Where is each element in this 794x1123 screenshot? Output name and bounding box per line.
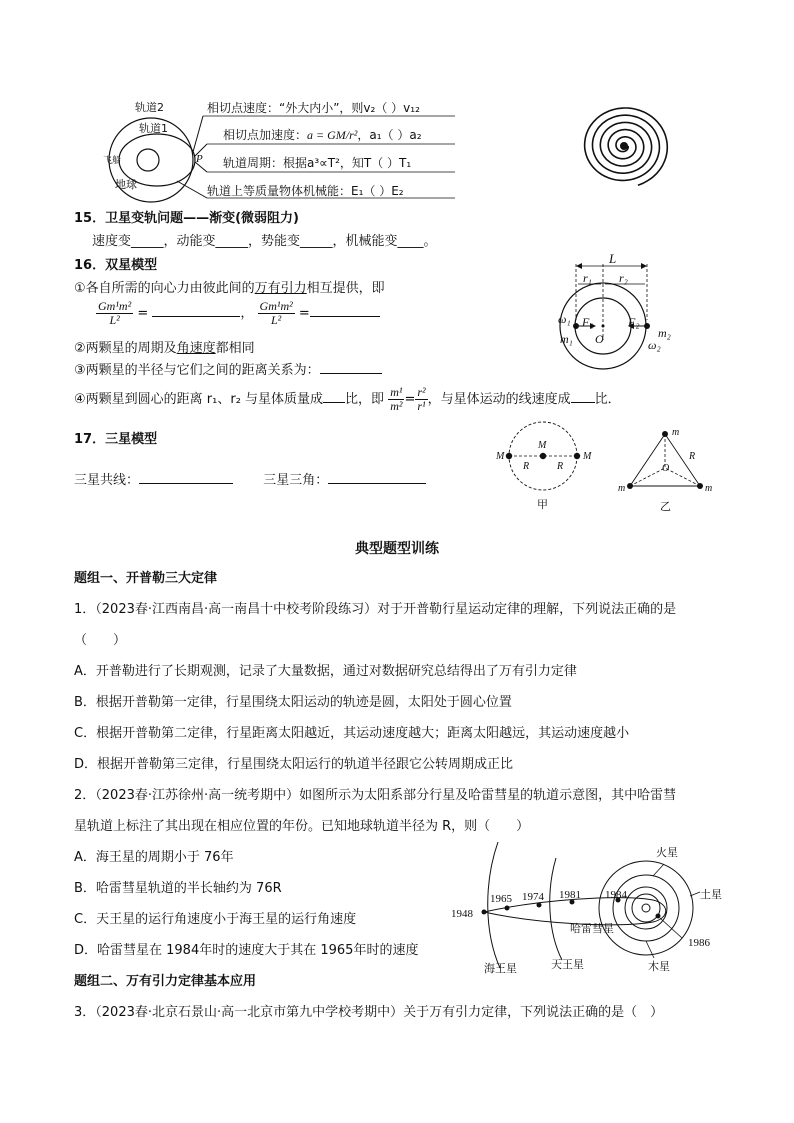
label-jupiter: 木星 <box>648 960 670 973</box>
point-p-label: P <box>196 153 203 165</box>
tri-m-right: m <box>705 483 713 494</box>
tri-m-top: m <box>672 427 680 438</box>
label-saturn: 土星 <box>700 888 722 901</box>
mass-ratio-fraction: $\frac{\text{m¹}}{\text{m²}}$ <box>390 385 403 413</box>
q2-option-d: D．哈雷彗星在 1984年时的速度大于其在 1965年时的速度 <box>74 943 419 958</box>
label-w2: ω₂ <box>648 338 661 352</box>
section16-line1: ①各自所需的向心力由彼此间的万有引力相互提供，即 <box>74 281 385 296</box>
year-1986: 1986 <box>688 937 710 949</box>
group2-title: 题组二、万有引力定律基本应用 <box>74 974 257 989</box>
uranus-arc <box>550 858 562 960</box>
linear-M-center: M <box>538 440 547 451</box>
orbit-row-energy: 轨道上等质量物体机械能：E₁（ ）E₂ <box>207 184 404 198</box>
label-yi: 乙 <box>660 500 671 513</box>
tri-R-label: R <box>689 451 696 462</box>
label-m2: m₂ <box>658 326 671 340</box>
section15-body: 速度变_____，动能变_____，势能变_____，机械能变____。 <box>92 234 437 249</box>
q2-stem-line1: 2．（2023春·江苏徐州·高一统考期中）如图所示为太阳系部分行星及哈雷彗星的轨道示意图，其中哈雷彗 <box>74 788 677 803</box>
earth-label: 地球 <box>115 178 137 191</box>
label-neptune: 海王星 <box>484 962 517 975</box>
label-F1: F₁ <box>582 315 594 329</box>
binary-star-figure <box>550 250 680 380</box>
three-star-figure <box>490 420 730 520</box>
tri-m-left: m <box>618 483 626 494</box>
label-mars: 火星 <box>656 846 678 859</box>
label-r1: r₁ <box>583 271 592 285</box>
section16-line2: ②两颗星的周期及角速度都相同 <box>74 341 255 356</box>
linear-R-right: R <box>557 461 564 472</box>
section16-line4: ④两颗星到圆心的距离 r₁、r₂ 与星体质量成 比，即 $\frac{\text{m¹}}{\text{m²}}$ = $\frac{\text{r²}}{\text{r¹}}$ ，与星体运动的线速度成 比． <box>74 385 621 413</box>
year-1974: 1974 <box>522 891 544 903</box>
label-O: O <box>595 332 604 346</box>
q1-option-c: C．根据开普勒第二定律，行星距离太阳越近，其运动速度越大；距离太阳越远，其运动速度越小 <box>74 726 630 741</box>
linear-M-left: M <box>496 451 505 462</box>
q1-option-b: B．根据开普勒第一定律，行星围绕太阳运动的轨迹是圆，太阳处于圆心位置 <box>74 695 512 710</box>
sun <box>642 904 650 912</box>
section17-title: 17．三星模型 <box>74 432 158 447</box>
orbit-row-speed: 相切点速度：“外大内小”，则v₂（ ）v₁₂ <box>207 101 420 115</box>
orbit-transfer-figure <box>95 96 465 206</box>
q1-option-d: D．根据开普勒第三定律，行星围绕太阳运行的轨道半径跟它公转周期成正比 <box>74 757 514 772</box>
training-heading: 典型题型训练 <box>355 541 439 557</box>
halley-orbit-figure <box>448 842 738 982</box>
earth-circle <box>137 149 159 171</box>
spiral-center-dot <box>620 142 628 150</box>
q1-paren: （ ） <box>74 633 127 648</box>
orbit-row-period: 轨道周期：根据a³∝T²，知T（ ）T₁ <box>223 156 412 170</box>
linear-R-left: R <box>523 461 530 472</box>
radius-ratio-fraction: $\frac{\text{r²}}{\text{r¹}}$ <box>417 385 426 413</box>
label-w1: ω₁ <box>558 312 571 326</box>
ship-label: 飞船 <box>103 156 122 166</box>
label-jia: 甲 <box>537 498 548 511</box>
section16-line3: ③两颗星的半径与它们之间的距离关系为： <box>74 362 382 380</box>
spiral-figure <box>576 100 672 196</box>
section16-title: 16．双星模型 <box>74 258 158 273</box>
section16-equations: $\frac{\text{Gm¹m²}}{\text{L²}}$ = ， $\frac{\text{Gm¹m²}}{\text{L²}}$ = <box>96 300 380 327</box>
q2-option-b: B．哈雷彗星轨道的半长轴约为 76R <box>74 881 282 896</box>
year-1948: 1948 <box>451 908 473 920</box>
label-L: L <box>609 251 617 266</box>
section15-title: 15．卫星变轨问题——渐变(微弱阻力) <box>74 211 299 226</box>
fraction-1: $\frac{\text{Gm¹m²}}{\text{L²}}$ <box>98 299 132 327</box>
label-uranus: 天王星 <box>551 958 584 971</box>
q2-option-c: C．天王星的运行角速度小于海王星的运行角速度 <box>74 912 357 927</box>
year-1984: 1984 <box>605 889 627 901</box>
year-1965: 1965 <box>490 893 512 905</box>
q1-stem: 1．（2023春·江西南昌·高一南昌十中校考阶段练习）对于开普勒行星运动定律的理解，下列说法正确的是 <box>74 602 677 617</box>
orbit2-label: 轨道2 <box>135 101 164 114</box>
tri-O-label: O <box>662 463 670 474</box>
star-m2 <box>644 323 650 329</box>
label-F2: F₂ <box>628 315 640 329</box>
year-1981: 1981 <box>559 889 581 901</box>
linear-M-right: M <box>583 451 592 462</box>
label-m1: m₁ <box>560 332 573 346</box>
orbit1-label: 轨道1 <box>139 122 168 135</box>
label-r2: r₂ <box>619 271 628 285</box>
section17-answers: 三星共线： 三星三角： <box>74 472 426 490</box>
q3-stem: 3．（2023春·北京石景山·高一北京市第九中学校考期中）关于万有引力定律，下列说法正确的是（ ） <box>74 1005 664 1020</box>
group1-title: 题组一、开普勒三大定律 <box>74 571 218 586</box>
label-halley: 哈雷彗星 <box>570 922 614 935</box>
q2-option-a: A．海王星的周期小于 76年 <box>74 850 234 865</box>
q1-option-a: A．开普勒进行了长期观测，记录了大量数据，通过对数据研究总结得出了万有引力定律 <box>74 664 577 679</box>
q2-stem-line2: 星轨道上标注了其出现在相应位置的年份。已知地球轨道半径为 R，则（ ） <box>74 819 530 834</box>
orbit-row-accel: 相切点加速度：a = GM/r²，a₁（ ）a₂ <box>223 128 422 142</box>
spiral-svg <box>576 100 672 196</box>
fraction-2: $\frac{\text{Gm¹m²}}{\text{L²}}$ <box>259 299 293 327</box>
star-m1 <box>573 323 579 329</box>
